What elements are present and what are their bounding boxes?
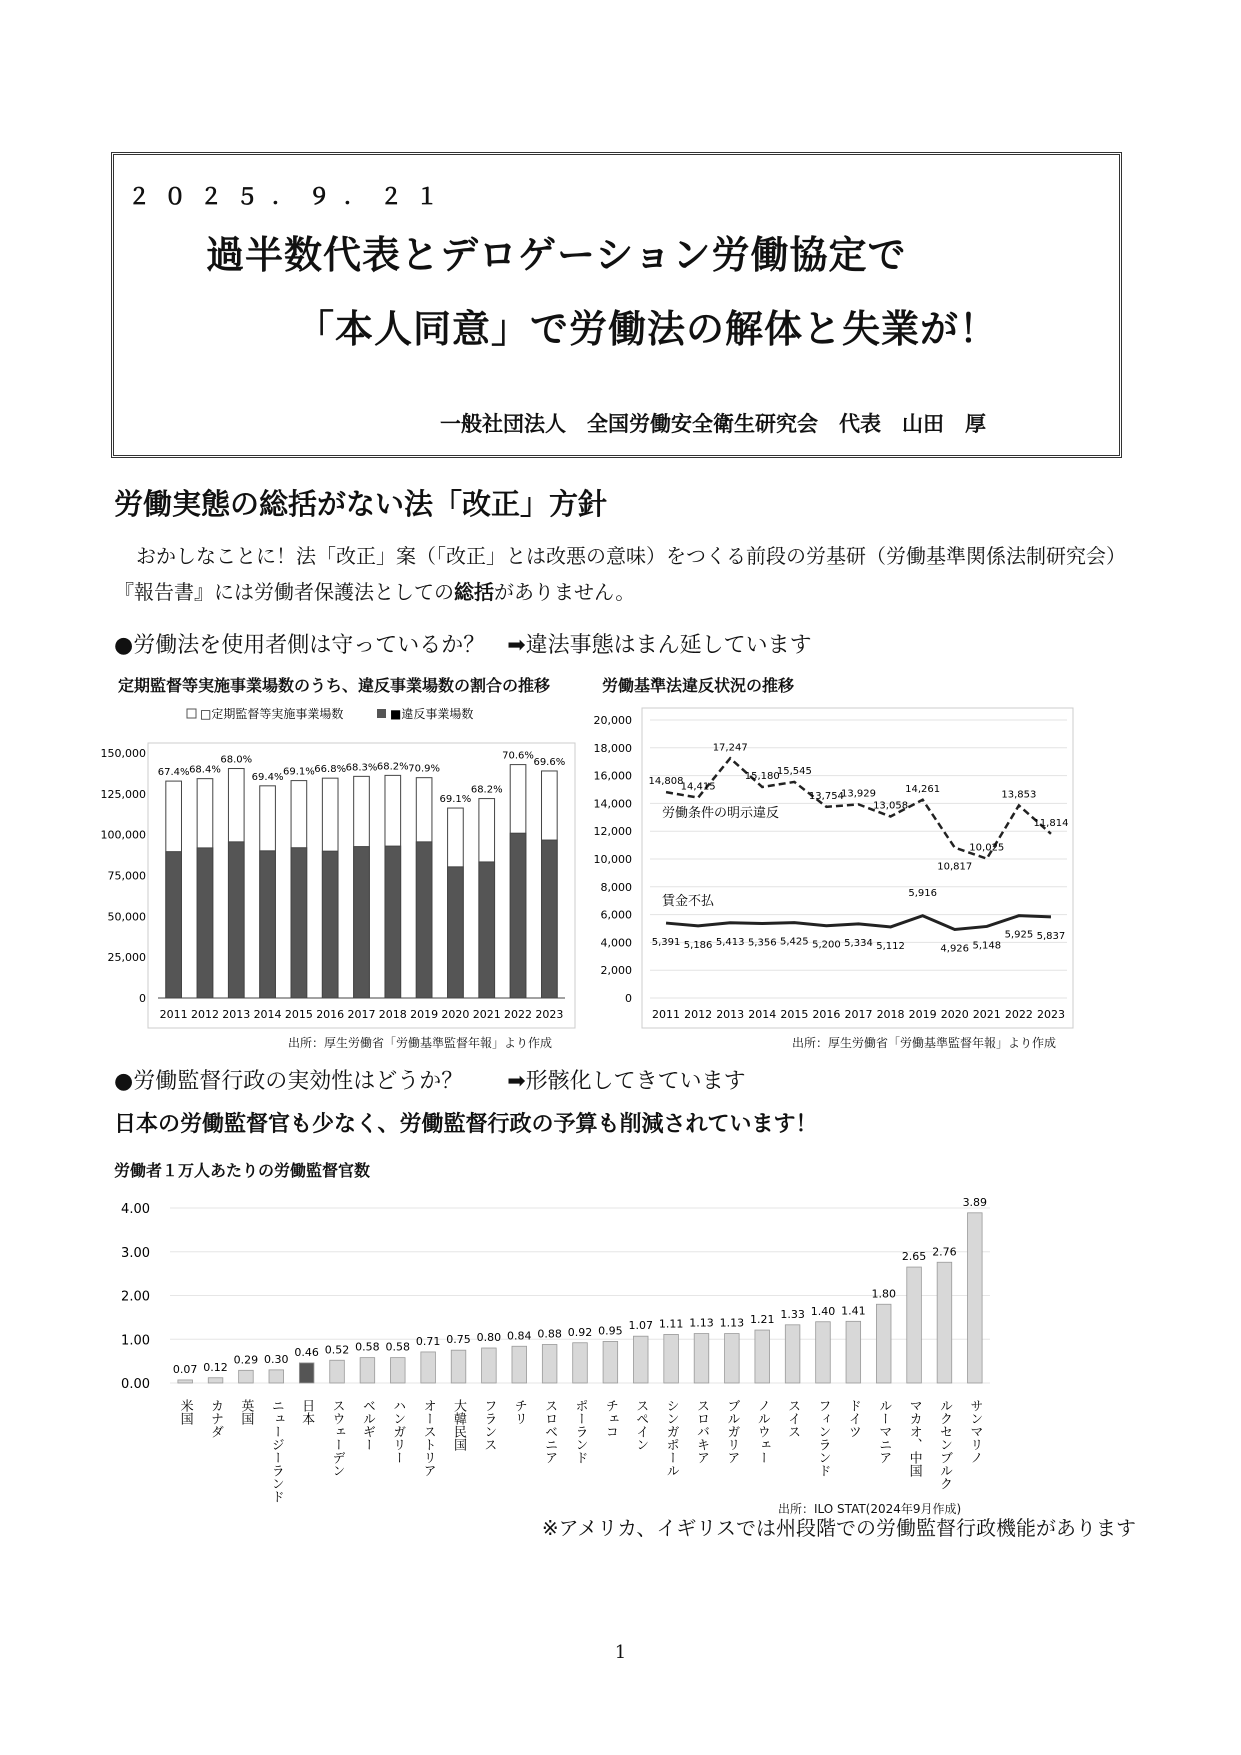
chart2-xtick: 2013 [716,1008,745,1021]
chart2-series1-value: 13,853 [1001,789,1037,801]
chart3-value-label: 0.58 [355,1340,380,1354]
chart2-xtick: 2011 [652,1008,681,1021]
intro-paragraph [114,538,1134,610]
chart3-value-label: 0.07 [172,1362,198,1376]
chart3-category-label: ドイツ [845,1399,861,1438]
chart3-bar [664,1334,679,1383]
chart2-frame [642,708,1073,1028]
chart2-series2-value: 5,413 [715,936,745,948]
chart3-category-label: ルーマニア [876,1399,892,1464]
chart3-bar [512,1346,527,1383]
chart3-value-label: 1.13 [689,1316,714,1330]
chart1-legend-total: □定期監督等実施事業場数 [200,707,344,721]
chart1-rate-label: 68.3% [345,762,378,774]
chart3-bar [633,1336,648,1383]
chart2-ytick: 8,000 [600,880,632,894]
chart1-xtick: 2020 [441,1008,470,1021]
chart3-category-label: シンガポール [663,1399,679,1477]
chart2-xtick: 2022 [1004,1008,1033,1021]
chart1-legend-violation-swatch [377,709,386,718]
chart3-bar [785,1325,800,1383]
chart3-category-label: ブルガリア [724,1399,740,1464]
chart2-svg [592,698,1082,1033]
chart1-bar-violation [166,852,182,998]
chart3-category-label: ニュージーランド [268,1399,284,1503]
chart2-ytick: 14,000 [593,797,632,811]
chart1-rate-label: 68.0% [220,754,253,766]
chart1-xtick: 2013 [222,1008,251,1021]
chart3-value-label: 0.58 [385,1340,411,1354]
chart1-ytick: 0 [139,992,146,1005]
bold-statement: 日本の労働監督官も少なく、労働監督行政の予算も削減されています！ [114,1112,818,1137]
chart3-value-label: 1.40 [810,1304,836,1318]
bullet-compliance: ●労働法を使用者側は守っているか？ ➡違法事態はまん延しています [114,633,812,658]
chart3-value-label: 0.71 [415,1334,441,1348]
chart2-series2-value: 5,148 [972,940,1002,952]
chart1-xtick: 2011 [159,1008,188,1021]
chart3-category-label: フィンランド [815,1399,831,1477]
chart3-bar [330,1360,345,1383]
chart2-ytick: 12,000 [593,825,632,839]
chart1-rate-label: 69.4% [251,771,284,783]
chart3-category-label: ノルウェー [754,1399,770,1464]
chart1-bar-violation [416,842,432,998]
chart1-svg [100,698,575,1033]
chart2-series2-value: 5,837 [1036,930,1066,942]
chart3-bar [846,1321,861,1383]
chart2-xtick: 2020 [940,1008,969,1021]
chart3-category-label: 大韓民国 [451,1399,467,1451]
chart2-series2-value: 5,186 [683,939,713,951]
chart2-series1-value: 14,261 [905,783,941,795]
chart2-series1-value: 10,817 [937,861,973,873]
chart2-series2-value: 5,916 [908,887,937,899]
chart1-xtick: 2012 [190,1008,219,1021]
chart3-bar [725,1334,740,1383]
chart2-series1-label: 労働条件の明示違反 [662,806,780,821]
chart3-ytick: 2.00 [121,1289,150,1305]
chart3-category-label: ルクセンブルク [936,1399,952,1490]
chart1-ytick: 50,000 [107,910,146,924]
chart1-bar-violation [322,851,338,998]
chart3-value-label: 1.21 [749,1313,775,1327]
chart1-rate-label: 67.4% [157,767,190,779]
chart1-bar-violation [510,833,526,998]
intro-bold: 総括 [454,580,494,604]
chart3-title: 労働者１万人あたりの労働監督官数 [114,1161,371,1180]
chart1-bar-violation [228,842,244,998]
chart2-series2-value: 5,334 [844,937,873,949]
chart1-xtick: 2017 [347,1008,376,1021]
chart1-rate-label: 70.9% [408,763,441,775]
chart2-xtick: 2019 [908,1008,937,1021]
intro-text-2: がありません。 [494,580,636,604]
chart2-series1-value: 13,058 [873,800,909,812]
chart1-legend-total-swatch [187,709,196,718]
chart3-category-label: チェコ [602,1399,618,1438]
chart1-legend-violation: ■違反事業場数 [390,707,474,721]
chart3-value-label: 0.80 [476,1331,502,1344]
intro-text-1: おかしなことに！法「改正」案（「改正」とは改悪の意味）をつくる前段の労基研（労働基準関係法制研究会）『報告書』には労働者保護法としての [114,544,1126,604]
chart2-series1-value: 15,180 [744,770,780,782]
chart3-category-label: ハンガリー [390,1399,406,1464]
chart2-source: 出所：厚生労働省「労働基準監督年報」より作成 [792,1036,1057,1050]
chart2-xtick: 2012 [684,1008,713,1021]
chart1-xtick: 2014 [253,1008,282,1021]
chart3-value-label: 0.12 [203,1360,228,1374]
chart1-rate-label: 70.6% [502,750,534,762]
chart2-series1-value: 14,415 [680,781,716,793]
chart1-rate-label: 68.2% [376,761,409,773]
chart1-ytick: 25,000 [107,951,146,965]
chart3-source: 出所：ILO STAT(2024年9月作成) [778,1502,962,1516]
chart1-ytick: 75,000 [107,869,146,883]
chart2-series1-value: 14,808 [648,776,684,788]
chart1-bar-violation [448,867,464,998]
chart2-ytick: 20,000 [593,714,632,727]
chart2-ytick: 0 [625,992,632,1005]
chart2-series2-value: 5,925 [1004,929,1034,941]
chart3-value-label: 0.30 [264,1352,289,1366]
chart1-bar-violation [479,862,495,998]
chart3-bar [755,1330,770,1383]
chart3-bar [390,1358,405,1383]
chart2-series2-value: 4,926 [940,943,970,955]
chart3-value-label: 2.76 [932,1245,957,1259]
chart1-xtick: 2021 [472,1008,501,1021]
chart2-xtick: 2016 [812,1008,841,1021]
chart2-series2-label: 賃金不払 [662,894,715,909]
chart1-xtick: 2016 [316,1008,345,1021]
chart1-rate-label: 66.8% [314,764,347,776]
chart3-bar [360,1358,375,1383]
chart3-category-label: サンマリノ [967,1399,983,1464]
chart2-xtick: 2014 [748,1008,777,1021]
chart2-ytick: 18,000 [593,741,632,755]
chart3-ytick: 3.00 [121,1245,150,1261]
chart3-bar [239,1370,254,1383]
chart3-value-label: 0.88 [537,1327,562,1341]
chart1-xtick: 2022 [504,1008,533,1021]
chart2-series1-value: 13,754 [808,790,844,802]
chart1-bar-violation [291,848,307,998]
chart3-category-label: スイス [785,1399,801,1438]
chart3-bar [421,1352,436,1383]
chart3-category-label: カナダ [208,1399,224,1438]
chart3-category-label: スロバキア [693,1399,709,1464]
chart3-category-label: ポーランド [572,1399,588,1464]
document-date: ２０２５．９．２１ [128,184,453,210]
chart2-series1-value: 15,545 [776,765,812,777]
chart3-ytick: 4.00 [121,1202,150,1217]
chart1-rate-label: 69.6% [533,756,566,768]
chart1-ytick: 150,000 [100,747,146,760]
chart1-xtick: 2019 [410,1008,439,1021]
chart3-bar [968,1213,983,1383]
chart3-bar [542,1345,557,1384]
chart3-category-label: スウェーデン [329,1399,345,1477]
chart2-xtick: 2018 [876,1008,905,1021]
chart3-ytick: 0.00 [121,1377,150,1392]
chart3-category-label: オーストリア [420,1399,436,1477]
chart3-category-label: 英国 [238,1399,254,1425]
chart2-ytick: 4,000 [600,936,632,950]
chart3-bar [482,1348,497,1383]
chart1-rate-label: 69.1% [282,766,315,778]
chart1-xtick: 2015 [284,1008,313,1021]
author-line: 一般社団法人 全国労働安全衛生研究会 代表 山田 厚 [440,411,986,436]
chart3-bar [451,1350,466,1383]
chart2-series2-line [666,916,1051,930]
chart3-category-label: ベルギー [359,1399,375,1451]
chart3-svg [100,1180,1010,1510]
chart2-series2-value: 5,391 [651,937,681,949]
chart3-category-label: 米国 [177,1399,193,1425]
chart1-xtick: 2023 [535,1008,564,1021]
chart2-xtick: 2021 [972,1008,1001,1021]
title-line-2: 「本人同意」で労働法の解体と失業が！ [296,306,999,351]
footer-note: ※アメリカ、イギリスでは州段階での労働監督行政機能があります [541,1516,1136,1540]
chart3-ytick: 1.00 [121,1333,150,1349]
chart2-series2-value: 5,112 [876,940,905,952]
chart1-bar-violation [542,840,558,998]
chart2-xtick: 2023 [1036,1008,1065,1021]
chart1-title: 定期監督等実施事業場数のうち、違反事業場数の割合の推移 [118,676,551,695]
chart3-value-label: 1.80 [871,1287,896,1301]
chart1-ytick: 100,000 [100,828,146,842]
chart3-bar [694,1334,709,1383]
page-number: 1 [614,1642,627,1663]
chart3-value-label: 0.75 [446,1333,471,1347]
chart1-rate-label: 69.1% [439,794,472,806]
chart3-bar [299,1363,314,1383]
chart3-category-label: スペイン [633,1399,649,1451]
chart3-value-label: 0.52 [324,1343,350,1357]
chart2-ytick: 6,000 [600,908,632,922]
chart1-xtick: 2018 [378,1008,407,1021]
chart2-title: 労働基準法違反状況の推移 [602,676,795,695]
chart3-bar [907,1267,922,1383]
chart2-ytick: 2,000 [600,964,632,978]
chart2-ytick: 16,000 [593,769,632,783]
chart2-series2-value: 5,425 [780,936,809,948]
chart2-series2-value: 5,200 [812,939,841,951]
chart2-series1-value: 13,929 [841,788,876,800]
chart3-bar [208,1378,223,1383]
chart3-value-label: 3.89 [962,1195,988,1209]
chart1-ytick: 125,000 [100,787,146,801]
chart3-bar [603,1341,618,1383]
chart2-series1-value: 17,247 [712,742,748,754]
chart3-category-label: 日本 [299,1399,315,1425]
chart2-xtick: 2017 [844,1008,873,1021]
chart1-bar-violation [385,846,401,998]
chart3-value-label: 1.11 [658,1317,684,1331]
chart3-value-label: 0.92 [567,1325,593,1339]
chart3-bar [816,1322,831,1383]
bullet-inspection: ●労働監督行政の実効性はどうか？ ➡形骸化してきています [114,1069,746,1094]
title-line-1: 過半数代表とデロゲーション労働協定で [206,232,907,277]
chart2-series1-value: 10,025 [969,842,1005,854]
chart3-value-label: 1.33 [780,1307,805,1321]
chart1-rate-label: 68.4% [189,764,221,776]
chart3-bar [937,1262,952,1383]
chart3-value-label: 2.65 [901,1250,927,1264]
chart3-bar [178,1380,193,1383]
chart3-category-label: チリ [511,1399,527,1425]
chart1-rate-label: 68.2% [470,784,503,796]
chart2-ytick: 10,000 [593,853,632,866]
chart2-xtick: 2015 [780,1008,809,1021]
chart3-value-label: 1.07 [628,1319,653,1333]
chart3-value-label: 0.95 [598,1324,623,1338]
chart3-value-label: 1.41 [841,1304,866,1318]
chart1-source: 出所：厚生労働省「労働基準監督年報」より作成 [288,1036,553,1050]
chart3-value-label: 0.46 [294,1345,319,1359]
chart3-bar [269,1370,284,1383]
chart3-value-label: 1.13 [719,1316,745,1330]
chart3-value-label: 0.29 [233,1353,259,1367]
chart3-category-label: フランス [481,1399,497,1451]
chart3-bar [876,1304,891,1383]
chart3-bar [573,1343,588,1383]
chart3-category-label: スロベニア [542,1399,558,1464]
section-heading: 労働実態の総括がない法「改正」方針 [114,487,608,521]
chart1-bar-violation [354,847,370,998]
chart1-bar-violation [260,851,276,998]
chart2-series2-value: 5,356 [747,937,777,949]
chart2-series1-value: 11,814 [1033,817,1069,829]
chart3-value-label: 0.84 [507,1329,532,1343]
chart3-category-label: マカオ、中国 [906,1399,922,1477]
chart1-bar-violation [197,848,213,998]
